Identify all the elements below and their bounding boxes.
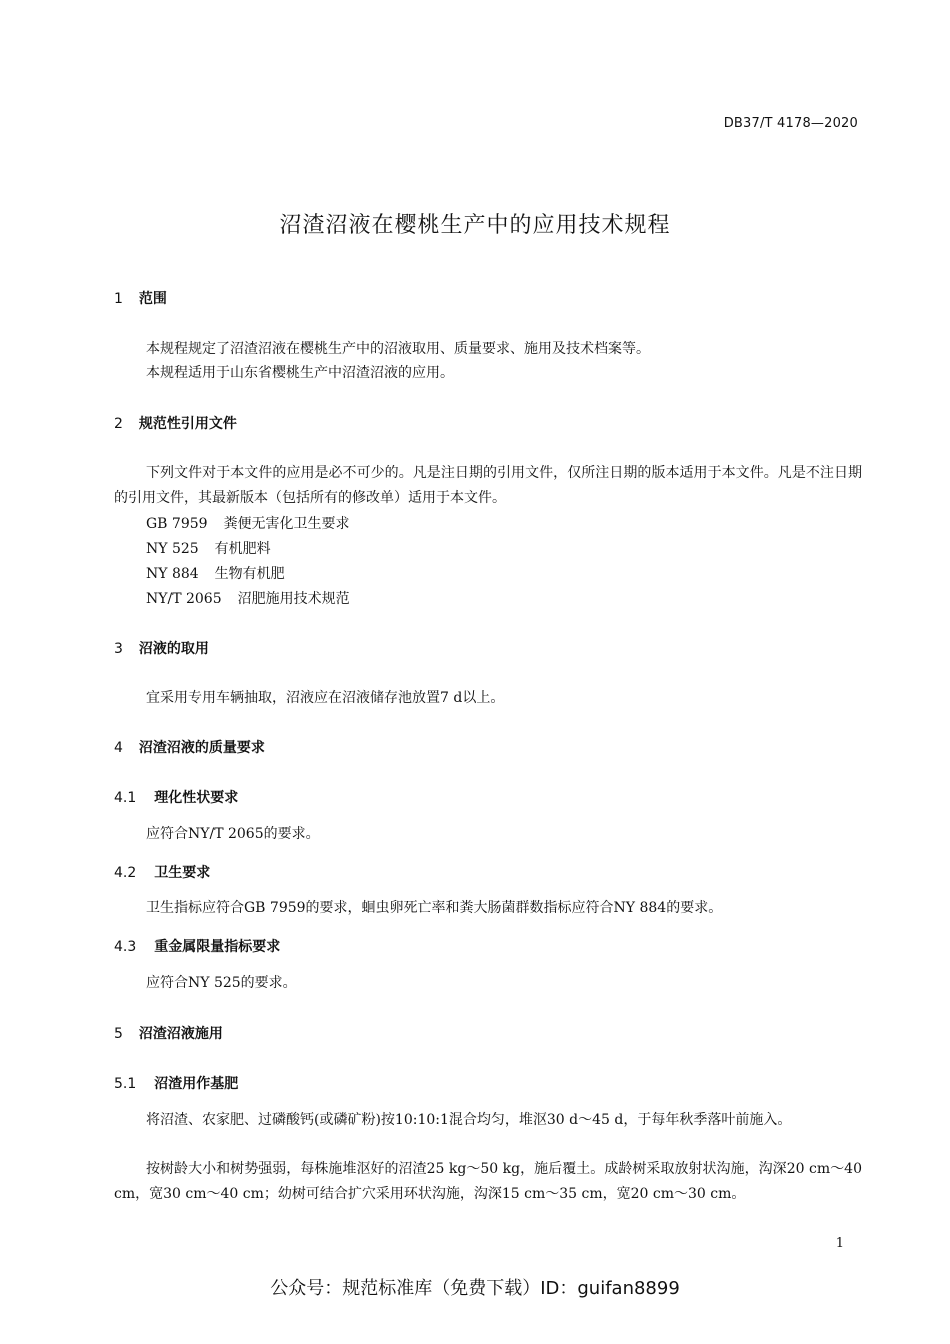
section-title: 沼液的取用 [138, 641, 209, 657]
reference-name: 沼肥施用技术规范 [237, 591, 350, 607]
section-title: 规范性引用文件 [138, 416, 237, 432]
reference-item [146, 513, 350, 533]
section-number: 5.1 [114, 1076, 137, 1092]
section-number: 4.3 [114, 939, 137, 955]
section-4-2-paragraph: 卫生指标应符合GB 7959的要求，蛔虫卵死亡率和粪大肠菌群数指标应符合NY 884的要求。 [146, 900, 723, 916]
section-title: 沼渣沼液施用 [138, 1026, 223, 1042]
section-number: 2 [114, 416, 123, 432]
reference-name: 有机肥料 [214, 541, 271, 557]
section-number: 1 [114, 291, 123, 307]
section-2-heading [114, 413, 237, 433]
section-1-paragraph-2: 本规程适用于山东省樱桃生产中沼渣沼液的应用。 [146, 365, 454, 381]
section-5-1-paragraph-2: 按树龄大小和树势强弱，每株施堆沤好的沼渣25 kg～50 kg，施后覆土。成龄树采取放射状沟施，沟深20 cm～40 cm，宽30 cm～40 cm；幼树可结合扩穴采用环状沟施，沟深15 cm～35 cm，宽20 cm～30 cm。 [114, 1161, 862, 1202]
section-5-heading [114, 1023, 223, 1043]
section-title: 卫生要求 [154, 865, 211, 881]
page-number: 1 [835, 1236, 844, 1251]
reference-code: NY 884 [146, 566, 199, 582]
section-title: 理化性状要求 [154, 790, 239, 806]
section-number: 4 [114, 740, 123, 756]
section-title: 重金属限量指标要求 [154, 939, 281, 955]
reference-name: 生物有机肥 [214, 566, 285, 582]
section-title: 范围 [138, 291, 167, 307]
section-4-3-paragraph: 应符合NY 525的要求。 [146, 975, 297, 991]
section-5-1-paragraph-1: 将沼渣、农家肥、过磷酸钙(或磷矿粉)按10:10:1混合均匀，堆沤30 d～45 d，于每年秋季落叶前施入。 [146, 1112, 792, 1128]
reference-item [146, 563, 285, 583]
section-4-1-heading [114, 787, 238, 807]
reference-code: NY 525 [146, 541, 199, 557]
section-title: 沼渣沼液的质量要求 [138, 740, 265, 756]
reference-item [146, 538, 271, 558]
section-2-paragraph-1: 下列文件对于本文件的应用是必不可少的。凡是注日期的引用文件，仅所注日期的版本适用于本文件。凡是不注日期的引用文件，其最新版本（包括所有的修改单）适用于本文件。 [114, 465, 862, 506]
reference-code: GB 7959 [146, 516, 208, 532]
section-title: 沼渣用作基肥 [154, 1076, 239, 1092]
section-number: 5 [114, 1026, 123, 1042]
section-5-1-heading [114, 1073, 238, 1093]
footer-watermark: 公众号：规范标准库（免费下载）ID：guifan8899 [270, 1278, 680, 1299]
reference-name: 粪便无害化卫生要求 [223, 516, 350, 532]
section-1-heading [114, 288, 167, 308]
section-3-heading [114, 638, 209, 658]
document-title: 沼渣沼液在樱桃生产中的应用技术规程 [279, 213, 671, 238]
section-1-paragraph-1: 本规程规定了沼渣沼液在樱桃生产中的沼液取用、质量要求、施用及技术档案等。 [146, 341, 650, 357]
section-4-1-paragraph: 应符合NY/T 2065的要求。 [146, 826, 320, 842]
standard-code: DB37/T 4178—2020 [723, 116, 858, 131]
section-3-paragraph-1: 宜采用专用车辆抽取，沼液应在沼液储存池放置7 d以上。 [146, 690, 505, 706]
reference-item [146, 588, 350, 608]
reference-code: NY/T 2065 [146, 591, 222, 607]
section-4-3-heading [114, 936, 280, 956]
section-4-heading [114, 737, 265, 757]
section-number: 4.2 [114, 865, 137, 881]
section-number: 3 [114, 641, 123, 657]
section-number: 4.1 [114, 790, 137, 806]
section-4-2-heading [114, 862, 210, 882]
